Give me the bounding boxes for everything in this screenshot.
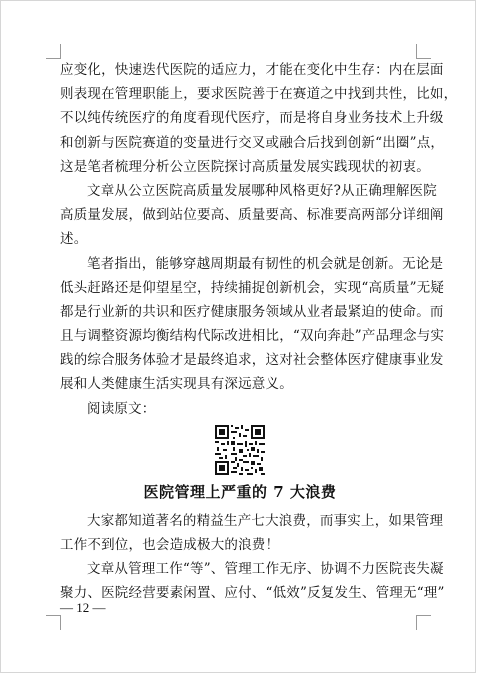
text-line: 和创新与医院赛道的变量进行交叉或融合后找到创新“出圈”点， (60, 134, 445, 151)
text-line: 这是笔者梳理分析公立医院探讨高质量发展实践现状的初衷。 (60, 158, 430, 175)
paragraph-2 (60, 179, 444, 252)
page-number: — 12 — (60, 600, 106, 615)
text-line: 述。 (60, 231, 88, 248)
text-line: 展和人类健康生活实现具有深远意义。 (60, 376, 293, 393)
text-line: 践的综合服务体验才是最终追求，这对社会整体医疗健康事业发 (60, 352, 444, 369)
paragraph-1 (60, 58, 458, 179)
text-line: 低头赶路还是仰望星空，持续捕捉创新机会，实现“高质量”无疑 (60, 279, 445, 296)
text-line: 不以纯传统医疗的角度看现代医疗，而是将自身业务技术上升级 (60, 110, 444, 127)
crop-mark-top-left (46, 44, 61, 59)
paragraph-5 (60, 557, 445, 605)
qr-code-container (60, 425, 420, 477)
text-line: 文章从管理工作“等”、管理工作无序、协调不力医院丧失凝 (87, 561, 444, 578)
text-line: 应变化，快速迭代医院的适应力，才能在变化中生存：内在层面 (60, 62, 444, 78)
text-line: 文章从公立医院高质量发展哪种风格更好?从正确理解医院 (87, 182, 437, 199)
text-line: 聚力、医院经营要素闲置、应付、“低效”反复发生、管理无“理” (60, 585, 445, 602)
article-body (60, 58, 458, 606)
text-line: 笔者指出，能够穿越周期最有韧性的机会就是创新。无论是 (87, 255, 444, 272)
text-line: 都是行业新的共识和医疗健康服务领域从业者最紧迫的使命。而 (60, 303, 444, 320)
crop-mark-bottom-right (416, 615, 431, 630)
text-line: 且与调整资源均衡结构代际改进相比，“双向奔赴”产品理念与实 (60, 328, 445, 345)
article-subtitle: 医院管理上严重的 7 大浪费 (143, 482, 337, 501)
paragraph-3 (60, 252, 445, 397)
text-line: 高质量发展，做到站位要高、质量要高、标准要高两部分详细阐 (60, 207, 444, 224)
paragraph-4 (60, 509, 444, 557)
read-original-label: 阅读原文： (87, 400, 156, 417)
text-line: 则表现在管理职能上，要求医院善于在赛道之中找到共性，比如， (60, 86, 458, 103)
text-line: 大家都知道著名的精益生产七大浪费，而事实上，如果管理 (87, 512, 444, 529)
crop-mark-bottom-left (46, 615, 61, 630)
text-line: 工作不到位，也会造成极大的浪费！ (60, 537, 280, 553)
qr-code-icon[interactable] (215, 425, 265, 475)
crop-mark-top-right (416, 44, 431, 59)
